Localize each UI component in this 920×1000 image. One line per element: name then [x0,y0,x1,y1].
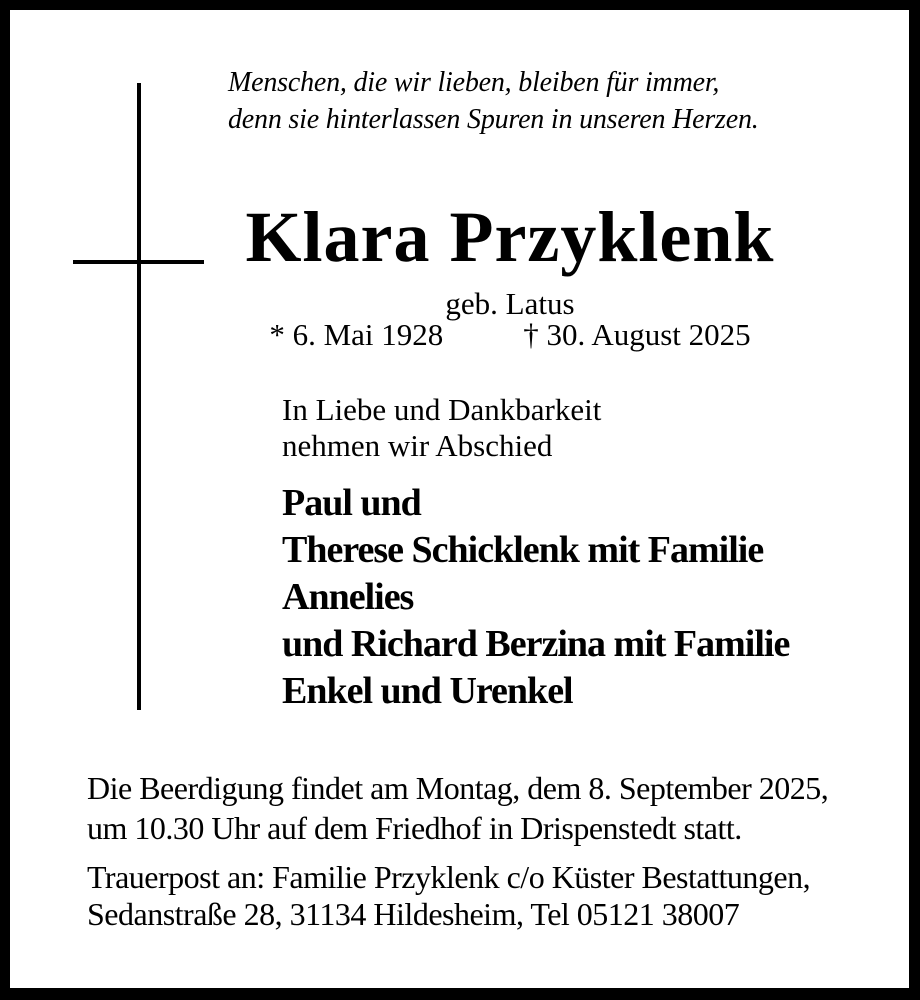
motto [228,64,759,138]
contact-info [87,859,810,933]
mourner-line: Enkel und Urenkel [282,670,573,712]
death-date: † 30. August 2025 [523,317,751,352]
mourners-list [282,480,789,715]
contact-line-2: Sedanstraße 28, 31134 Hildesheim, Tel 05121 38007 [87,896,740,932]
intro-line-1: In Liebe und Dankbarkeit [282,392,602,427]
mourner-line: Paul und [282,482,421,524]
motto-line-2: denn sie hinterlassen Spuren in unseren Herzen. [228,104,759,135]
cross-horizontal-bar [73,260,204,264]
mourner-line: Therese Schicklenk mit Familie [282,529,764,571]
birth-date: * 6. Mai 1928 [269,317,444,352]
funeral-line-2: um 10.30 Uhr auf dem Friedhof in Drispenstedt statt. [87,810,742,846]
deceased-name: Klara Przyklenk [245,197,775,277]
mourner-line: Annelies [282,576,414,618]
cross-vertical-bar [137,83,141,710]
mourner-line: und Richard Berzina mit Familie [282,623,790,665]
life-dates [210,318,810,352]
funeral-line-1: Die Beerdigung findet am Montag, dem 8. September 2025, [87,770,829,806]
intro-line-2: nehmen wir Abschied [282,428,553,463]
contact-line-1: Trauerpost an: Familie Przyklenk c/o Küster Bestattungen, [87,859,811,895]
intro-text [282,392,601,464]
maiden-name: geb. Latus [445,286,575,321]
funeral-info [87,768,828,848]
motto-line-1: Menschen, die wir lieben, bleiben für immer, [228,67,720,98]
